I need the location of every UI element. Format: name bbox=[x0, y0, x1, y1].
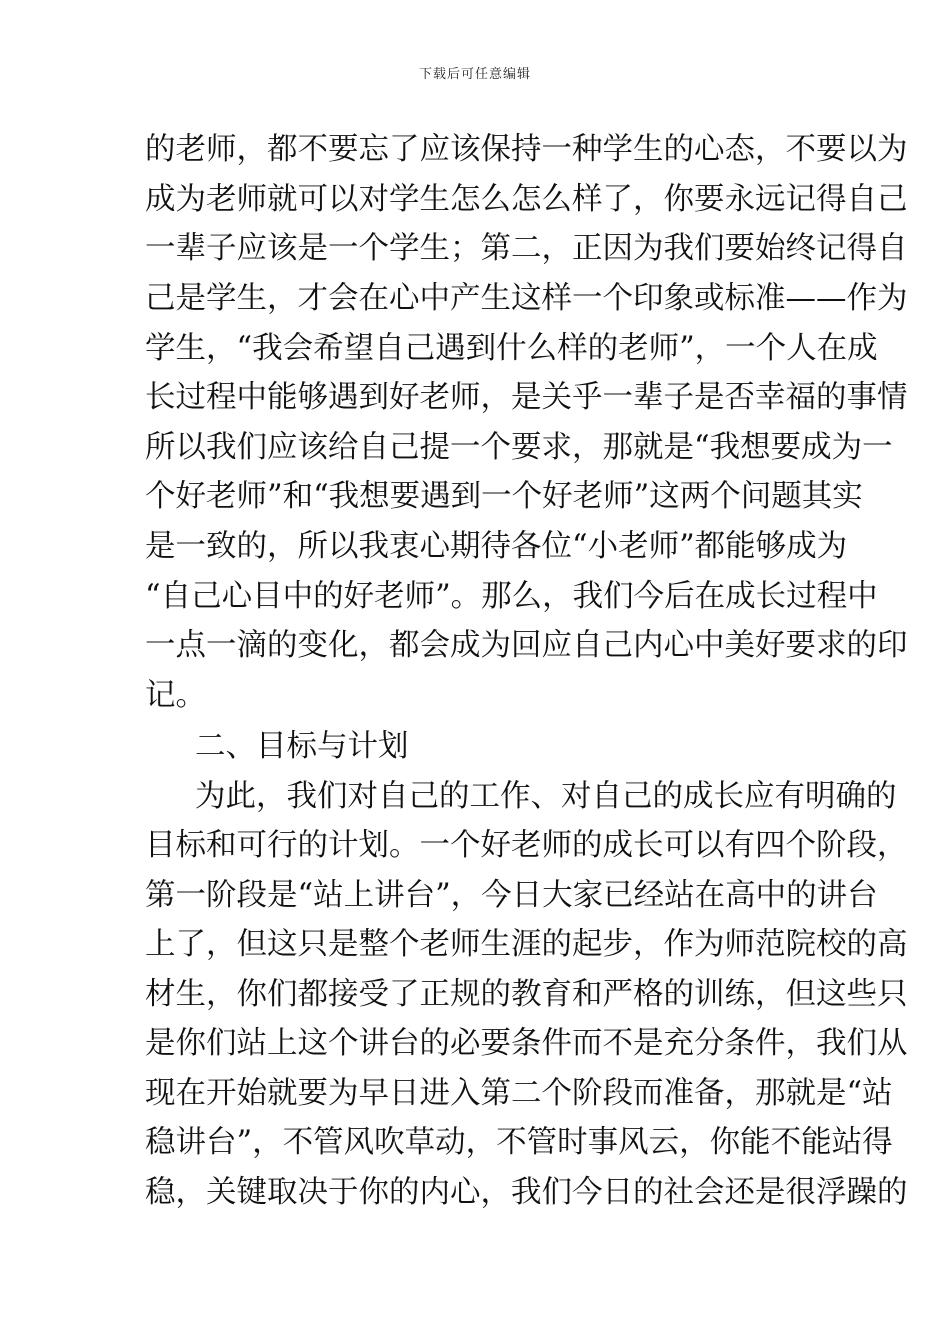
section-line: 目标和可行的计划。一个好老师的成长可以有四个阶段， bbox=[145, 828, 908, 863]
section-line: 上了，但这只是整个老师生涯的起步，作为师范院校的高 bbox=[145, 927, 908, 962]
section-line: 为此，我们对自己的工作、对自己的成长应有明确的 bbox=[195, 779, 897, 814]
section-line: 第一阶段是“站上讲台”，今日大家已经站在高中的讲台 bbox=[145, 878, 878, 913]
section-line: 材生，你们都接受了正规的教育和严格的训练，但这些只 bbox=[145, 977, 908, 1012]
header-note: 下载后可任意编辑 bbox=[418, 67, 531, 82]
body-line: 长过程中能够遇到好老师，是关乎一辈子是否幸福的事情 bbox=[145, 380, 908, 415]
body-line: 记。 bbox=[145, 678, 206, 713]
body-line: 一点一滴的变化，都会成为回应自己内心中美好要求的印 bbox=[145, 628, 908, 663]
body-line: 的老师，都不要忘了应该保持一种学生的心态，不要以为 bbox=[145, 132, 908, 167]
section-line: 稳，关键取决于你的内心，我们今日的社会还是很浮躁的 bbox=[145, 1175, 908, 1210]
body-line: 成为老师就可以对学生怎么怎么样了，你要永远记得自己 bbox=[145, 182, 908, 217]
body-line: 一辈子应该是一个学生；第二，正因为我们要始终记得自 bbox=[145, 231, 908, 266]
body-line: 学生，“我会希望自己遇到什么样的老师”，一个人在成 bbox=[145, 331, 878, 366]
body-line: 己是学生，才会在心中产生这样一个印象或标准——作为 bbox=[145, 281, 908, 316]
body-line: 所以我们应该给自己提一个要求，那就是“我想要成为一 bbox=[145, 430, 893, 465]
section-heading: 二、目标与计划 bbox=[195, 729, 409, 764]
section-line: 是你们站上这个讲台的必要条件而不是充分条件，我们从 bbox=[145, 1026, 908, 1061]
body-line: 是一致的，所以我衷心期待各位“小老师”都能够成为 bbox=[145, 529, 848, 564]
body-line: “自己心目中的好老师”。那么，我们今后在成长过程中 bbox=[145, 579, 878, 614]
section-line: 现在开始就要为早日进入第二个阶段而准备，那就是“站 bbox=[145, 1076, 893, 1111]
body-line: 个好老师”和“我想要遇到一个好老师”这两个问题其实 bbox=[145, 479, 863, 514]
section-line: 稳讲台”，不管风吹草动，不管时事风云，你能不能站得 bbox=[145, 1125, 893, 1160]
